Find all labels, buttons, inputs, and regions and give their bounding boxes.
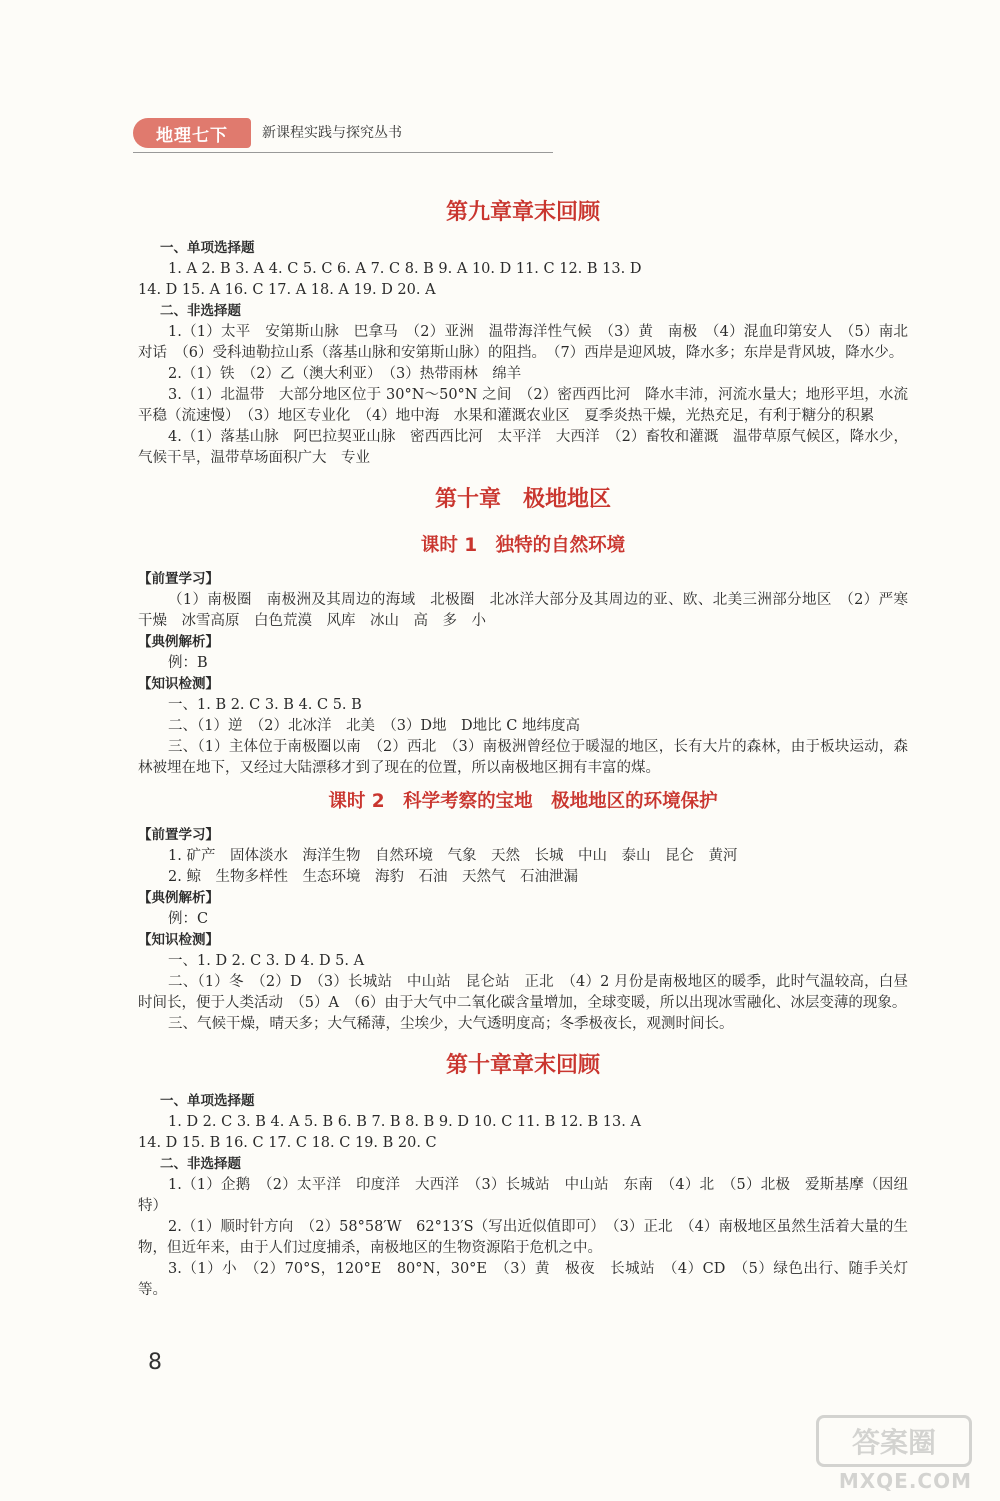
answer-paragraph: 三、气候干燥，晴天多；大气稀薄，尘埃少，大气透明度高；冬季极夜长，观测时间长。 <box>168 1016 734 1032</box>
series-title: 新课程实践与探究丛书 <box>262 125 402 141</box>
answer-paragraph: 例：B <box>168 655 208 671</box>
watermark-text: 答案圈 <box>816 1415 972 1467</box>
chapter10-review-title: 第十章章末回顾 <box>445 1053 600 1078</box>
answer-paragraph: 3.（1）小 （2）70°S，120°E 80°N，30°E （3）黄 极夜 长城站 （4）CD （5）绿色出行、随手关灯等。 <box>138 1261 908 1298</box>
mc-heading: 一、单项选择题 <box>160 1093 255 1109</box>
answer-paragraph: 2.（1）铁 （2）乙（澳大利亚） （3）热带雨林 绵羊 <box>168 366 522 382</box>
answer-content <box>138 196 923 1301</box>
mc-answers-line: 1. A 2. B 3. A 4. C 5. C 6. A 7. C 8. B 9. A 10. D 11. C 12. B 13. D <box>168 261 642 277</box>
answer-paragraph: 一、1. D 2. C 3. D 4. D 5. A <box>168 953 365 969</box>
answer-paragraph: 三、（1）主体位于南极圈以南 （2）西北 （3）南极洲曾经位于暖湿的地区，长有大片的森林，由于板块运动，森林被埋在地下，又经过大陆漂移才到了现在的位置，所以南极地区拥有丰富的煤。 <box>138 739 908 776</box>
section-tag: 【前置学习】 <box>138 571 219 587</box>
answer-paragraph: （1）南极圈 南极洲及其周边的海域 北极圈 北冰洋大部分及其周边的亚、欧、北美三洲部分地区 （2）严寒 干燥 冰雪高原 白色荒漠 风库 冰山 高 多 小 <box>138 592 923 629</box>
page-number: 8 <box>148 1350 162 1375</box>
subject-badge: 地理七下 <box>133 118 251 148</box>
non-mc-heading: 二、非选择题 <box>160 1156 241 1172</box>
non-mc-heading: 二、非选择题 <box>160 303 241 319</box>
section-tag: 【知识检测】 <box>138 676 219 692</box>
lesson1-title: 课时 1 独特的自然环境 <box>420 535 626 556</box>
section-tag: 【知识检测】 <box>138 932 219 948</box>
section-tag: 【典例解析】 <box>138 634 219 650</box>
answer-paragraph: 1.（1）企鹅 （2）太平洋 印度洋 大西洋 （3）长城站 中山站 东南 （4）北 （5）北极 爱斯基摩（因纽特） <box>138 1177 908 1214</box>
chapter9-review-title: 第九章章末回顾 <box>445 200 600 225</box>
answer-paragraph: 3.（1）北温带 大部分地区位于 30°N～50°N 之间 （2）密西西比河 降水丰沛，河流水量大；地形平坦，水流平稳（流速慢） （3）地区专业化 （4）地中海 水果和灌溉农业区 夏季炎热干燥，光热充足，有利于糖分的积累 <box>138 387 908 424</box>
lesson2-title: 课时 2 科学考察的宝地 极地地区的环境保护 <box>328 791 718 812</box>
header-divider <box>133 152 553 153</box>
answer-paragraph: 2. 鲸 生物多样性 生态环境 海豹 石油 天然气 石油泄漏 <box>168 869 578 885</box>
mc-heading: 一、单项选择题 <box>160 240 255 256</box>
answer-paragraph: 1. 矿产 固体淡水 海洋生物 自然环境 气象 天然 长城 中山 泰山 昆仑 黄河 <box>168 848 738 864</box>
section-tag: 【前置学习】 <box>138 827 219 843</box>
mc-answers-line: 14. D 15. A 16. C 17. A 18. A 19. D 20. A <box>138 282 436 298</box>
answer-paragraph: 2.（1）顺时针方向 （2）58°58′W 62°13′S（写出近似值即可） （3）正北 （4）南极地区虽然生活着大量的生物，但近年来，由于人们过度捕杀，南极地区的生物资源陷于危机之中。 <box>138 1219 908 1256</box>
answer-paragraph: 二、（1）逆 （2）北冰洋 北美 （3）D地 D地比 C 地纬度高 <box>168 718 580 734</box>
answer-paragraph: 例：C <box>168 911 209 927</box>
chapter10-title: 第十章 极地地区 <box>434 487 611 512</box>
answer-paragraph: 4.（1）落基山脉 阿巴拉契亚山脉 密西西比河 太平洋 大西洋 （2）畜牧和灌溉 温带草原气候区，降水少，气候干旱，温带草场面积广大 专业 <box>138 429 908 466</box>
watermark-url: MXQE.COM <box>838 1469 972 1493</box>
section-tag: 【典例解析】 <box>138 890 219 906</box>
answer-paragraph: 二、（1）冬 （2）D （3）长城站 中山站 昆仑站 正北 （4）2 月份是南极地区的暖季，此时气温较高，白昼时间长，便于人类活动 （5）A （6）由于大气中二氧化碳含量增加，全球变暖，所以出现冰雪融化、冰层变薄的现象。 <box>138 974 908 1011</box>
answer-paragraph: 一、1. B 2. C 3. B 4. C 5. B <box>168 697 362 713</box>
mc-answers-line: 14. D 15. B 16. C 17. C 18. C 19. B 20. C <box>138 1135 437 1151</box>
mc-answers-line: 1. D 2. C 3. B 4. A 5. B 6. B 7. B 8. B 9. D 10. C 11. B 12. B 13. A <box>168 1114 641 1130</box>
answer-paragraph: 1.（1）太平 安第斯山脉 巴拿马 （2）亚洲 温带海洋性气候 （3）黄 南极 （4）混血印第安人 （5）南北对话 （6）受科迪勒拉山系（落基山脉和安第斯山脉）的阻挡。 （7）西岸是迎风坡，降水多；东岸是背风坡，降水少。 <box>138 324 908 361</box>
watermark-logo <box>822 1415 972 1493</box>
